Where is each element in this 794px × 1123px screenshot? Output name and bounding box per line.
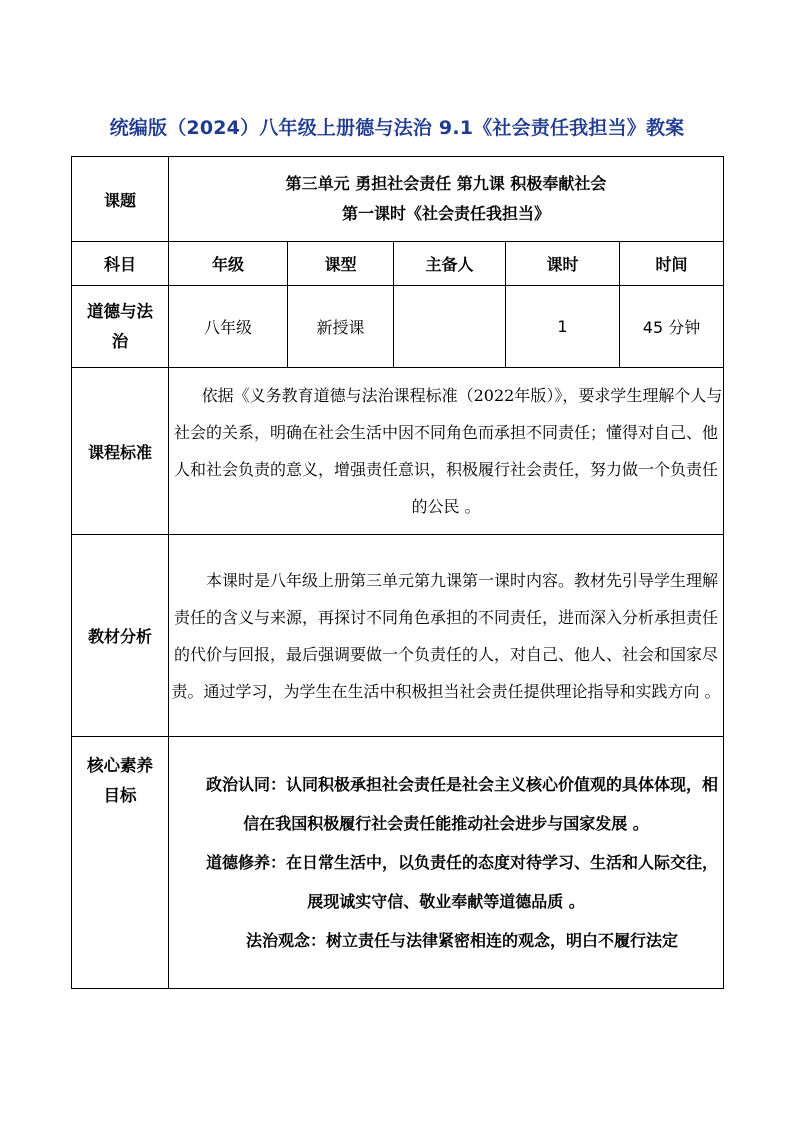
topic-row xyxy=(72,157,724,242)
goals-label xyxy=(72,737,169,989)
analysis-row xyxy=(72,535,724,737)
header-subject: 科目 xyxy=(72,242,169,286)
analysis-text: 本课时是八年级上册第三单元第九课第一课时内容。教材先引导学生理解责任的含义与来源，再探讨不同角色承担的不同责任，进而深入分析承担责任的代价与回报，最后强调要做一个负责任的人，对自己、他人、社会和国家尽责。通过学习，为学生在生活中积极担当社会责任提供理论指导和实践方向 。 xyxy=(171,570,721,701)
lesson-plan-table xyxy=(71,156,724,989)
header-type: 课型 xyxy=(288,242,394,286)
info-subject xyxy=(72,286,169,368)
topic-line-1: 第三单元 勇担社会责任 第九课 积极奉献社会 xyxy=(285,174,607,193)
header-row xyxy=(72,242,724,286)
info-subject-line-2: 治 xyxy=(111,331,129,351)
info-subject-line-1: 道德与法 xyxy=(87,301,153,321)
info-time: 45 分钟 xyxy=(620,286,724,368)
goals-label-line-2: 目标 xyxy=(103,786,137,805)
goals-row xyxy=(72,737,724,989)
header-grade: 年级 xyxy=(169,242,288,286)
header-preparer: 主备人 xyxy=(394,242,506,286)
goals-content xyxy=(169,737,724,989)
goals-moral: 道德修养：在日常生活中，以负责任的态度对待学习、生活和人际交往，展现诚实守信、敬业奉献等道德品质 。 xyxy=(205,853,718,911)
header-time: 时间 xyxy=(620,242,724,286)
info-preparer xyxy=(394,286,506,368)
topic-label: 课题 xyxy=(72,157,169,242)
info-type: 新授课 xyxy=(288,286,394,368)
standard-label: 课程标准 xyxy=(72,368,169,535)
analysis-label: 教材分析 xyxy=(72,535,169,737)
topic-line-2: 第一课时《社会责任我担当》 xyxy=(341,204,550,223)
standard-text: 依据《义务教育道德与法治课程标准（2022年版）》，要求学生理解个人与社会的关系，明确在社会生活中因不同角色而承担不同责任；懂得对自己、他人和社会负责的意义，增强责任意识，积极履行社会责任，努力做一个负责任的公民 。 xyxy=(173,386,723,516)
goals-law: 法治观念：树立责任与法律紧密相连的观念，明白不履行法定 xyxy=(245,931,678,950)
standard-content xyxy=(169,368,724,535)
goals-label-line-1: 核心素养 xyxy=(87,756,153,775)
info-hours: 1 xyxy=(506,286,620,368)
goals-political: 政治认同：认同积极承担社会责任是社会主义核心价值观的具体体现，相信在我国积极履行社会责任能推动社会进步与国家发展 。 xyxy=(205,775,718,833)
topic-value xyxy=(169,157,724,242)
standard-row xyxy=(72,368,724,535)
analysis-content xyxy=(169,535,724,737)
header-hours: 课时 xyxy=(506,242,620,286)
document-title: 统编版（2024）八年级上册德与法治 9.1《社会责任我担当》教案 xyxy=(109,117,685,139)
info-grade: 八年级 xyxy=(169,286,288,368)
info-row xyxy=(72,286,724,368)
